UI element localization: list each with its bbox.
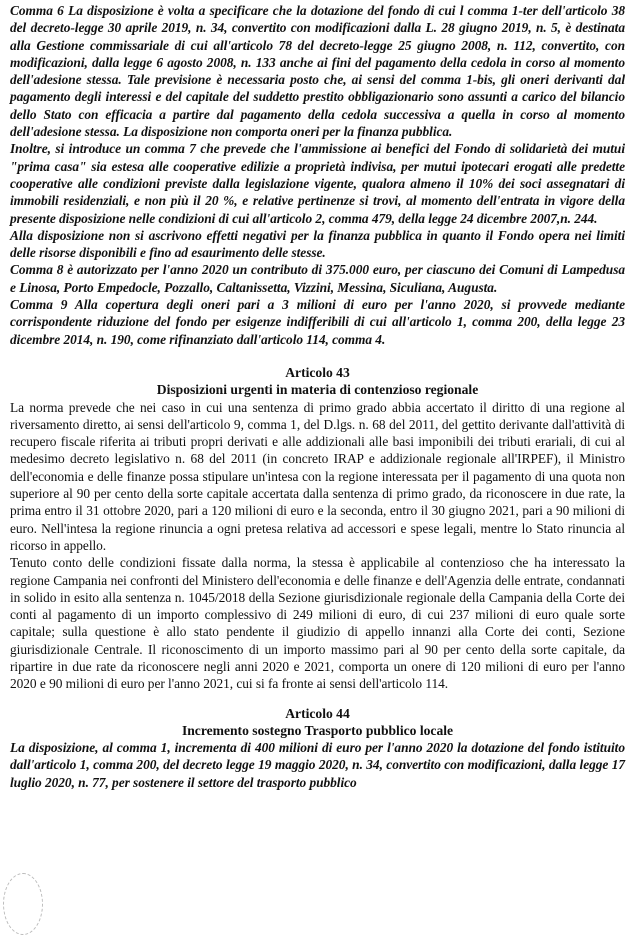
- article-44-number: Articolo 44: [285, 705, 350, 721]
- paragraph-comma-9: Comma 9 Alla copertura degli oneri pari a 3 milioni di euro per l'anno 2020, si provvede mediante corrispondente riduzione del fondo per esigenze indifferibili di cui all'articolo 1, comma 200, della legge 23 dicembre 2014, n. 190, come rifinanziato dall'articolo 114, comma 4.: [10, 297, 625, 347]
- article-44: [10, 705, 625, 791]
- article-43-number: Articolo 43: [285, 364, 350, 380]
- paragraph-comma-8: Comma 8 è autorizzato per l'anno 2020 un contributo di 375.000 euro, per ciascuno dei Comuni di Lampedusa e Linosa, Porto Empedocle, Pozzallo, Caltanissetta, Vizzini, Messina, Siculiana, Augusta.: [10, 262, 625, 295]
- article-44-paragraph-1: La disposizione, al comma 1, incrementa di 400 milioni di euro per l'anno 2020 la dotazione del fondo istituito dall'articolo 1, comma 200, del decreto legge 19 maggio 2020, n. 34, convertito con modificazioni, dalla legge 17 luglio 2020, n. 77, per sostenere il settore del trasporto pubblico: [10, 740, 625, 790]
- stamp-mark: [3, 873, 43, 935]
- section-top-commi: [10, 2, 625, 348]
- paragraph-fondo-effetti: Alla disposizione non si ascrivono effetti negativi per la finanza pubblica in quanto il Fondo opera nei limiti delle risorse disponibili e fino ad esaurimento delle stesse.: [10, 227, 625, 261]
- article-43-paragraph-2: Tenuto conto delle condizioni fissate dalla norma, la stessa è applicabile al contenzioso che ha interessato la regione Campania nei confronti del Ministero dell'economia e delle finanze e dell'Agenzia delle entrate, condannati in solido in esito alla sentenza n. 1045/2018 della Sezione giurisdizionale regionale della Campania della Corte dei conti al pagamento di un importo complessivo di 249 milioni di euro, di cui 237 milioni di euro quale sorte capitale; sulla questione è allo stato pendente il giudizio di appello innanzi alla Corte dei conti, Sezione giurisdizionale Centrale. Il riconoscimento di un importo massimo pari al 90 per cento della sorte capitale, da ripartire in due rate da riconoscere negli anni 2020 e 2021, comporta un onere di 120 milioni di euro per l'anno 2020 e 90 milioni di euro per l'anno 2021, cui si fa fronte ai sensi dell'articolo 114.: [10, 555, 625, 692]
- article-43: [10, 364, 625, 693]
- article-43-title: Disposizioni urgenti in materia di contenzioso regionale: [156, 382, 479, 398]
- article-43-paragraph-1: La norma prevede che nei caso in cui una sentenza di primo grado abbia accertato il diritto di una regione al riversamento diretto, ai sensi dell'articolo 9, comma 1, del D.lgs. n. 68 del 2011, del gettito derivante dall'attività di recupero fiscale riferita ai tributi propri derivati e alle addizionali alle basi imponibili dei tributi erariali, di cui al medesimo decreto legislativo n. 68 del 2011 (in concreto IRAP e addizionale regionale all'IRPEF), il Ministro dell'economia e delle finanze possa stipulare un'intesa con la regione interessata per il pagamento di una quota non superiore al 90 per cento della sorte capitale accertata dalla sentenza di primo grado, da riconoscere in due rate, la prima entro il 31 ottobre 2020, pari a 120 milioni di euro e la seconda, entro il 30 giugno 2021, pari a 90 milioni di euro. Nell'intesa la regione rinuncia a ogni pretesa relativa ad accessori e spese legali, mentre lo Stato rinuncia al ricorso in appello.: [10, 399, 625, 553]
- paragraph-comma-7: Inoltre, si introduce un comma 7 che prevede che l'ammissione ai benefici del Fondo di solidarietà dei mutui "prima casa" sia estesa alle cooperative edilizie a proprietà indivisa, per mutui ipotecari erogati alle predette cooperative alle condizioni previste dalla legislazione vigente, qualora almeno il 10% dei soci assegnatari di immobili residenziali, e non più il 20 %, e relative pertinenze si trovi, al momento dell'entrata in vigore della presente disposizione nelle condizioni di cui all'articolo 2, comma 479, della legge 24 dicembre 2007,n. 244.: [10, 141, 625, 226]
- document-page: [10, 2, 625, 791]
- article-44-title: Incremento sostegno Trasporto pubblico locale: [181, 722, 454, 738]
- paragraph-comma-6: Comma 6 La disposizione è volta a specificare che la dotazione del fondo di cui l comma 1-ter dell'articolo 38 del decreto-legge 30 aprile 2019, n. 34, convertito con modificazioni dalla L. 28 giugno 2019, n. 5, è destinata alla Gestione commissariale di cui all'articolo 78 del decreto-legge 25 giugno 2008, n. 112, convertito, con modificazioni, dalla legge 6 agosto 2008, n. 133 anche ai fini del pagamento della cedola in corso al momento dell'adesione stessa. Tale previsione è necessaria posto che, ai sensi del comma 1-bis, gli oneri derivanti dal pagamento degli interessi e del capitale del suddetto prestito obbligazionario sono assunti a carico del bilancio dello Stato con efficacia a partire dal pagamento della cedola successiva a quella in corso al momento dell'adesione stessa. La disposizione non comporta oneri per la finanza pubblica.: [10, 3, 625, 140]
